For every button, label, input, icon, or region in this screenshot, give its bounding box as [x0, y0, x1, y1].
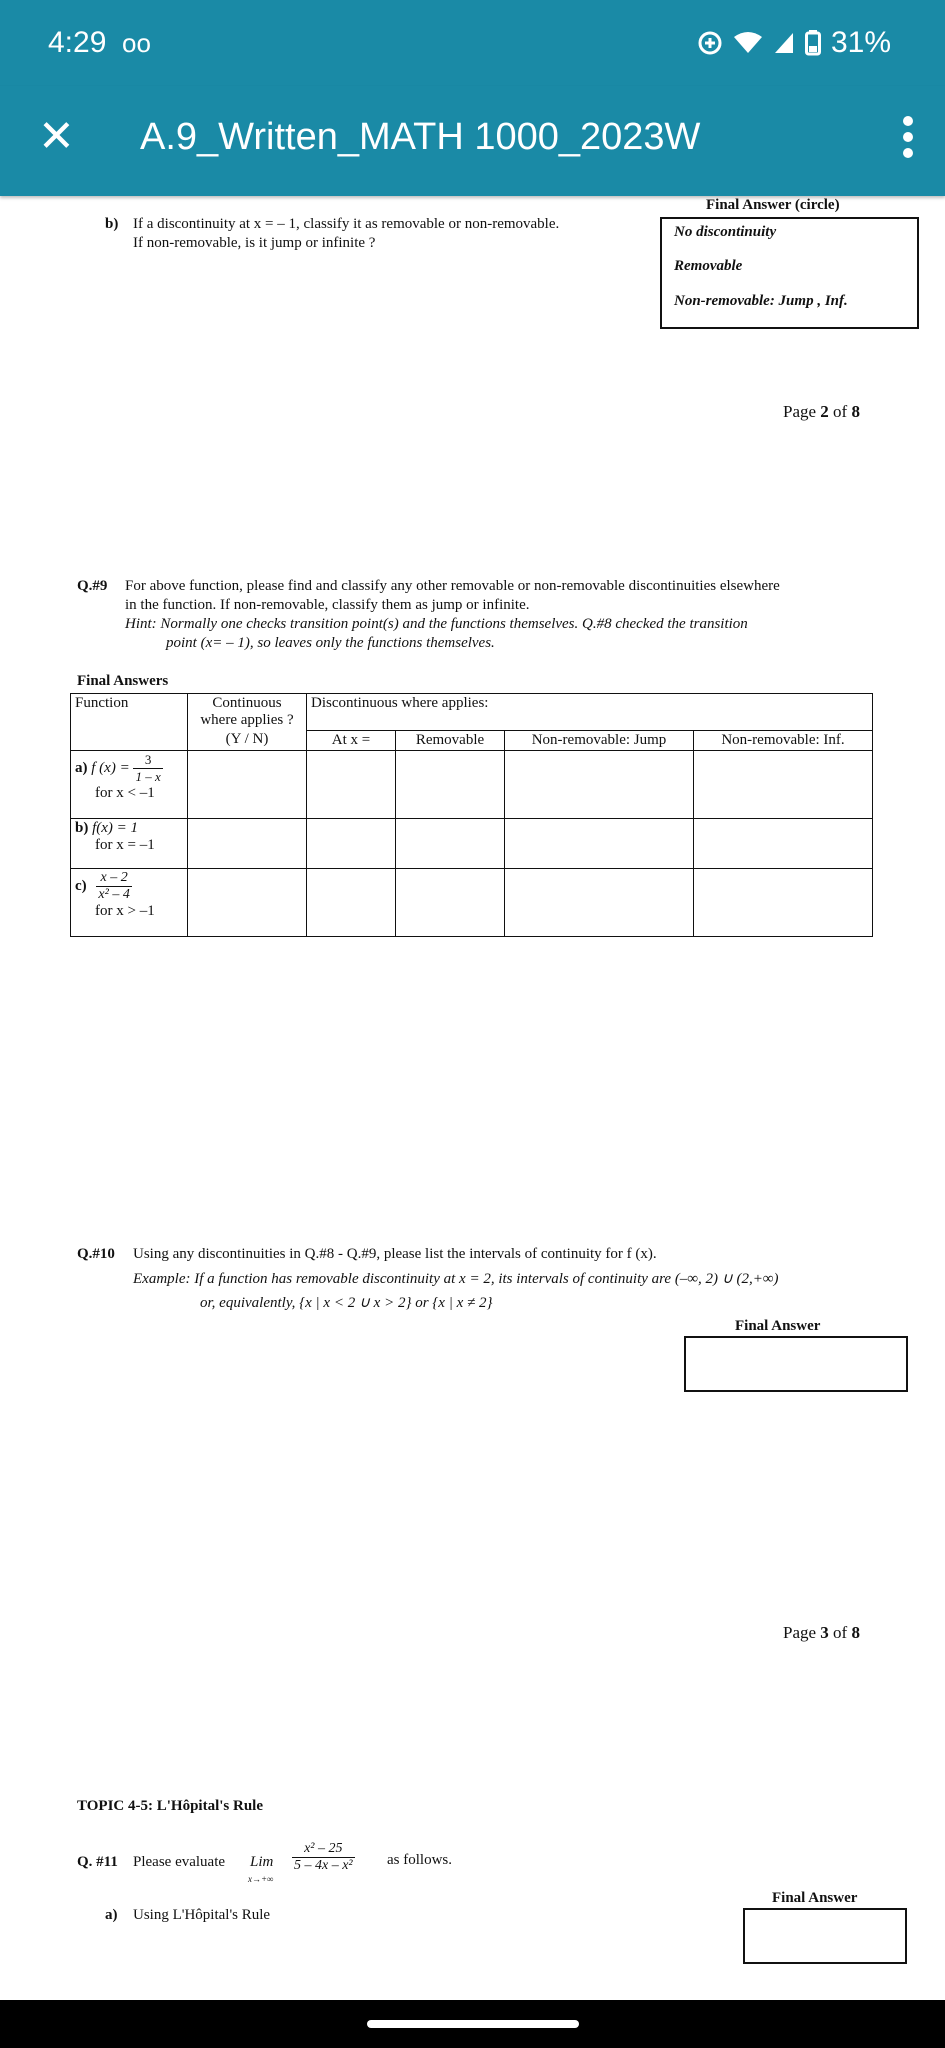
row-a-function [71, 750, 188, 818]
battery-percent: 31% [830, 26, 891, 59]
q11-num: x² – 25 [292, 1841, 355, 1858]
row-c-num: x – 2 [96, 870, 131, 887]
row-b-domain: for x = –1 [95, 836, 155, 853]
row-c-domain: for x > –1 [95, 902, 155, 919]
table-cell[interactable] [505, 868, 694, 936]
page-num: 2 [820, 402, 829, 421]
q11-lim: Lim [250, 1854, 274, 1870]
q11-answer-box[interactable] [743, 1908, 907, 1964]
topic-title: TOPIC 4-5: L'Hôpital's Rule [77, 1798, 263, 1814]
q9-final-answers: Final Answers [77, 673, 169, 689]
table-cell[interactable] [694, 750, 873, 818]
q9-label: Q.#9 [77, 578, 108, 594]
table-cell[interactable] [307, 868, 396, 936]
th-continuous-1: Continuous [212, 695, 282, 711]
q9-line1: For above function, please find and classify any other removable or non-removable discontinuities elsewhere [125, 578, 780, 594]
status-bar [0, 0, 945, 86]
q8b-option-none: No discontinuity [674, 224, 777, 240]
q9-hint2: point (x= – 1), so leaves only the functions themselves. [166, 635, 495, 651]
table-cell[interactable] [307, 750, 396, 818]
q8b-label: b) [105, 216, 119, 232]
app-bar [0, 86, 945, 196]
table-cell[interactable] [694, 818, 873, 868]
table-cell[interactable] [505, 750, 694, 818]
page-prefix: Page [783, 402, 817, 421]
q11-fraction [292, 1841, 355, 1874]
row-a-num: 3 [133, 752, 162, 769]
row-b-function [71, 818, 188, 868]
q11-lim-sub: x→+∞ [248, 1874, 274, 1884]
row-c-den: x² – 4 [98, 886, 130, 902]
row-a-fx: f (x) = [91, 759, 130, 776]
q10-example: Example: If a function has removable discontinuity at x = 2, its intervals of continuity are (–∞, 2) ∪ (2,+∞) [133, 1271, 779, 1287]
row-a-label: a) [75, 759, 88, 776]
home-gesture-handle[interactable] [367, 2020, 579, 2028]
th-jump: Non-removable: Jump [505, 730, 694, 750]
battery-icon [805, 30, 821, 56]
table-row [71, 868, 873, 936]
page-number-3 [783, 1623, 860, 1643]
row-b-fx: f(x) = 1 [92, 819, 139, 836]
table-cell[interactable] [188, 818, 307, 868]
q10-final-answer-label: Final Answer [735, 1318, 821, 1334]
pdf-document[interactable] [0, 196, 945, 2000]
q8b-answer-box [660, 217, 919, 329]
row-b-label: b) [75, 819, 89, 836]
page-number-2 [783, 402, 860, 422]
row-c-function [71, 868, 188, 936]
th-continuous [188, 694, 307, 731]
table-cell[interactable] [396, 750, 505, 818]
q11a-text: Using L'Hôpital's Rule [133, 1907, 271, 1923]
table-cell[interactable] [396, 818, 505, 868]
table-cell[interactable] [396, 868, 505, 936]
th-at-x: At x = [307, 730, 396, 750]
q11-label: Q. #11 [77, 1854, 118, 1870]
page-total: 8 [851, 402, 860, 421]
row-a-den: 1 – x [135, 768, 161, 784]
q10-equiv: or, equivalently, {x | x < 2 ∪ x > 2} or {x | x ≠ 2} [200, 1295, 493, 1311]
th-discontinuous: Discontinuous where applies: [307, 694, 873, 731]
th-removable: Removable [396, 730, 505, 750]
data-saver-icon [697, 30, 723, 56]
table-row [71, 818, 873, 868]
wifi-icon [733, 31, 763, 55]
voicemail-icon: oo [122, 28, 151, 58]
th-inf: Non-removable: Inf. [694, 730, 873, 750]
row-a-domain: for x < –1 [95, 784, 155, 801]
q9-hint1: Hint: Normally one checks transition point(s) and the functions themselves. Q.#8 checked the transition [125, 616, 748, 632]
q10-label: Q.#10 [77, 1246, 115, 1262]
page-num: 3 [820, 1623, 829, 1642]
signal-icon [773, 31, 795, 55]
row-c-label: c) [75, 877, 87, 894]
document-title: A.9_Written_MATH 1000_2023W [140, 116, 701, 158]
page-of: of [833, 402, 848, 421]
table-cell[interactable] [188, 750, 307, 818]
status-icons [697, 26, 891, 60]
q10-answer-box[interactable] [684, 1336, 908, 1392]
page-total: 8 [851, 1623, 860, 1642]
table-cell[interactable] [694, 868, 873, 936]
q8b-line2: If non-removable, is it jump or infinite ? [133, 235, 376, 251]
q9-answer-table [70, 693, 873, 937]
q9-line2: in the function. If non-removable, classify them as jump or infinite. [125, 597, 530, 613]
q11-final-answer-label: Final Answer [772, 1890, 858, 1906]
q10-line1: Using any discontinuities in Q.#8 - Q.#9, please list the intervals of continuity for f (x). [133, 1246, 657, 1262]
q11a-label: a) [105, 1907, 118, 1923]
more-options-icon[interactable] [903, 116, 917, 164]
th-yn: (Y / N) [188, 730, 307, 750]
q8b-option-removable: Removable [674, 258, 743, 274]
navigation-bar [0, 2000, 945, 2048]
q8b-line1: If a discontinuity at x = – 1, classify it as removable or non-removable. [133, 216, 560, 232]
q11-text: Please evaluate [133, 1854, 226, 1870]
page-prefix: Page [783, 1623, 817, 1642]
page-of: of [833, 1623, 848, 1642]
table-row [71, 750, 873, 818]
close-icon[interactable]: ✕ [38, 112, 75, 161]
th-continuous-2: where applies ? [200, 712, 294, 728]
q8b-final-heading: Final Answer (circle) [706, 197, 840, 213]
th-function: Function [71, 694, 188, 751]
q8b-option-nonremovable: Non-removable: Jump , Inf. [674, 293, 848, 309]
q11-den: 5 – 4x – x² [294, 1858, 353, 1873]
status-time: 4:29 [48, 26, 107, 59]
table-cell[interactable] [505, 818, 694, 868]
q11-after: as follows. [387, 1852, 452, 1868]
table-cell[interactable] [188, 868, 307, 936]
table-cell[interactable] [307, 818, 396, 868]
